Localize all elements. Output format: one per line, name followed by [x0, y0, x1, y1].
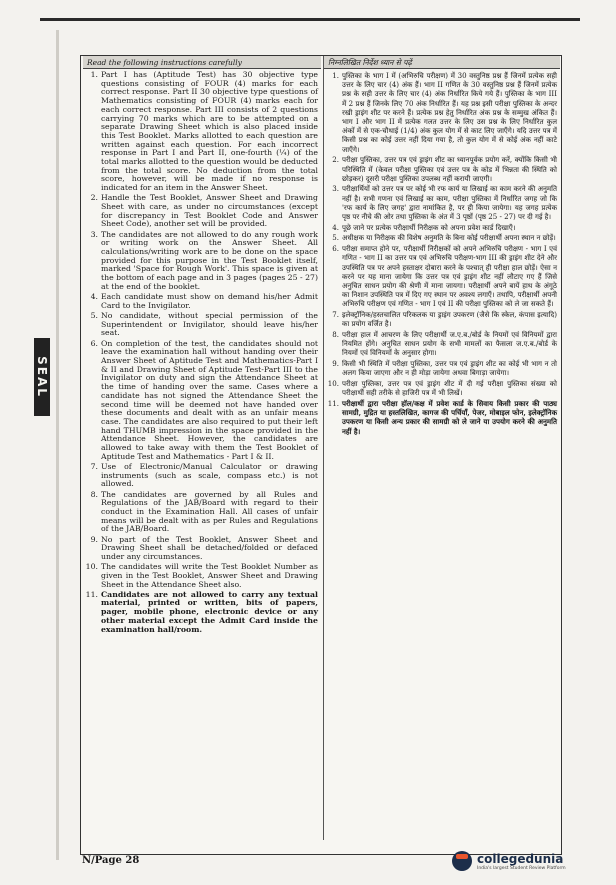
instruction-item — [326, 379, 557, 397]
instruction-item — [326, 244, 557, 308]
brand-name: collegedunia — [477, 851, 564, 866]
seal-label: SEAL — [35, 356, 49, 398]
item-number: 5. — [332, 233, 339, 243]
item-number: 2. — [332, 155, 339, 165]
item-text: परीक्षा समाप्त होने पर, परीक्षार्थी निरीक्षकों को अपने अभिरुचि परीक्षण - भाग I एवं गणित - भाग II का उत्तर पत्र एवं अभिरुचि परीक्षण-भाग III की ड्राइंग शीट देने और उपस्थिति पत्र पर अपने हस्ताक्षर दोबारा करने के पश्चात् ही परीक्षा हाल छोड़ें। ऐसा न करने पर यह माना जायेगा कि उत्तर पत्र एवं ड्राइंग शीट नहीं लौटाए गए हैं जिसे अनुचित साधन प्रयोग की श्रेणी में माना जायगा। परीक्षार्थी अपने बायें हाथ के अंगूठे का निशान उपस्थिति पत्र में दिए गए स्थान पर अवश्य लगाएँ। तथापि, परीक्षार्थी अपनी अभिरुचि परीक्षण एवं गणित - भाग I एवं II की परीक्षा पुस्तिका को ले जा सकते हैं। — [342, 244, 557, 309]
item-text: Part I has (Aptitude Test) has 30 objective type questions consisting of FOUR (4) marks for each correct response. Part II 30 objective type questions of Mathematics consisting of FOUR (4) marks each for each correct response. Part III consists of 2 questions carrying 70 marks which are to be attempted on a separate Drawing Sheet which is also placed inside this Test Booklet. Marks allotted to each question are written against each question. For each incorrect response in Part I and Part II, one-fourth (¼) of the total marks allotted to the question would be deducted from the total score. No deduction from the total score, however, will be made if no response is indicated for an item in the Answer Sheet. — [101, 70, 318, 193]
instructions-frame — [80, 55, 562, 855]
instruction-item — [85, 563, 318, 589]
item-text: परीक्षार्थी द्वारा परीक्षा हॉल/कक्ष में प्रवेश कार्ड के सिवाय किसी प्रकार की पाठ्य सामग्री, मुद्रित या हस्तलिखित, कागज की पर्चियाँ, पेजर, मोबाइल फोन, इलेक्ट्रॉनिक उपकरण या किसी अन्य प्रकार की सामग्री को ले जाने या उपयोग करने की अनुमति नहीं है। — [342, 398, 557, 436]
instruction-item — [326, 71, 557, 154]
item-text: On completion of the test, the candidates should not leave the examination hall without handing over their Answer Sheet of Aptitude Test and Mathematics-Part I & II and Drawing Sheet of Aptitude Test-Part III to the Invigilator on duty and sign the Attendance Sheet at the time of handing over the same. Cases where a candidate has not signed the Attendance Sheet the second time will be deemed not have handed over these documents and dealt with as an unfair means case. The candidates are also required to put their left hand THUMB impression in the space provided in the Attendance Sheet. However, the candidates are allowed to take away with them the Test Booklet of Aptitude Test and Mathematics - Part I & II. — [101, 338, 318, 461]
item-number: 8. — [332, 329, 339, 339]
item-text: अधीक्षक या निरीक्षक की विशेष अनुमति के बिना कोई परीक्षार्थी अपना स्थान न छोड़ें। — [342, 233, 556, 243]
item-text: Candidates are not allowed to carry any textual material, printed or written, bits of papers, pager, mobile phone, electronic device or any other material except the Admit Card inside the examination hall/room. — [101, 589, 318, 634]
instruction-item — [85, 293, 318, 310]
item-text: The candidates are not allowed to do any rough work or writing work on the Answer Sheet. All calculations/writing work are to be done on the space provided for this purpose in the Test Booklet itself, marked 'Space for Rough Work'. This space is given at the bottom of each page and in 3 pages (pages 25 - 27) at the end of the booklet. — [101, 229, 318, 291]
item-number: 2. — [90, 193, 98, 203]
brand-text — [477, 852, 566, 871]
english-instruction-list — [83, 69, 321, 634]
item-number: 3. — [90, 229, 98, 239]
instruction-item — [326, 155, 557, 183]
item-number: 6. — [90, 338, 98, 348]
hindi-heading: निम्नलिखित निर्देश ध्यान से पढ़ें — [324, 56, 560, 69]
item-number: 10. — [85, 562, 98, 572]
page-number: N/Page 28 — [82, 855, 140, 866]
instruction-item — [326, 184, 557, 221]
item-text: No candidate, without special permission of the Superintendent or Invigilator, should leave his/her seat. — [101, 310, 318, 338]
item-number: 11. — [327, 398, 339, 408]
item-number: 9. — [90, 534, 98, 544]
instruction-item — [326, 223, 557, 232]
item-text: The candidates will write the Test Booklet Number as given in the Test Booklet, Answer Sheet and Drawing Sheet in the Attendance Sheet also. — [101, 562, 318, 589]
english-heading: Read the following instructions carefully — [83, 56, 321, 69]
instruction-item — [85, 491, 318, 535]
item-number: 10. — [327, 379, 339, 388]
binding-margin — [56, 30, 59, 860]
instruction-item — [85, 591, 318, 635]
item-text: पुस्तिका के भाग I में (अभिरुचि परीक्षण) में 30 वस्तुनिष्ठ प्रश्न हैं जिनमें प्रत्येक सही उत्तर के लिए चार (4) अंक हैं। भाग II गणित के 30 वस्तुनिष्ठ प्रश्न हैं जिनमें प्रत्येक प्रश्न के सही उत्तर के लिए चार (4) अंक निर्धारित किये गये हैं। पुस्तिका के भाग III में 2 प्रश्न हैं जिनके लिए 70 अंक निर्धारित हैं। यह प्रश्न इसी परीक्षा पुस्तिका के अन्दर रखी ड्राइंग शीट पर करने हैं। प्रत्येक प्रश्न हेतु निर्धारित अंक प्रश्न के सम्मुख अंकित हैं। भाग I और भाग II में प्रत्येक गलत उत्तर के लिए उस प्रश्न के लिए निर्धारित कुल अंकों में से एक-चौथाई (1/4) अंक कुल योग में से काट लिए जाएँगे। यदि उत्तर पत्र में किसी प्रश्न का कोई उत्तर नहीं दिया गया है, तो कुल योग में से कोई अंक नहीं काटे जाएँगे। — [342, 71, 557, 154]
item-text: परीक्षार्थियों को उत्तर पत्र पर कोई भी रफ कार्य या लिखाई का काम करने की अनुमति नहीं है। सभी गणना एवं लिखाई का काम, परीक्षा पुस्तिका में निर्धारित जगह जो कि 'रफ कार्य के लिए जगह' द्वारा नामांकित है, पर ही किया जायेगा। यह जगह प्रत्येक पृष्ठ पर नीचे की ओर तथा पुस्तिका के अंत में 3 पृष्ठों (पृष्ठ 25 - 27) पर दी गई है। — [342, 184, 557, 222]
brand-tagline: India's largest Student Review Platform — [477, 865, 566, 871]
instruction-item — [85, 536, 318, 562]
item-text: परीक्षा पुस्तिका, उत्तर पत्र एवं ड्राइंग शीट में दी गई परीक्षा पुस्तिका संख्या को परीक्षार्थी सही तरीके से हाजिरी पत्र में भी लिखें। — [342, 379, 557, 398]
instruction-item — [85, 463, 318, 489]
item-text: पूछे जाने पर प्रत्येक परीक्षार्थी निरीक्षक को अपना प्रवेश कार्ड दिखाएँ। — [342, 222, 516, 232]
instruction-item — [326, 399, 557, 436]
item-number: 7. — [332, 310, 339, 320]
item-text: Handle the Test Booklet, Answer Sheet and Drawing Sheet with care, as under no circumstances (except for discrepancy in Test Booklet Code and Answer Sheet Code), another set will be provided. — [101, 193, 318, 229]
english-instructions-column — [83, 56, 321, 840]
item-number: 1. — [332, 71, 339, 80]
item-text: परीक्षा पुस्तिका, उत्तर पत्र एवं ड्राइंग शीट का ध्यानपूर्वक प्रयोग करें, क्योंकि किसी भी परिस्थिति में (केवल परीक्षा पुस्तिका एवं उत्तर पत्र के कोड में भिन्नता की स्थिति को छोड़कर) दूसरी परीक्षा पुस्तिका उपलब्ध नहीं करायी जाएगी। — [342, 155, 557, 183]
item-text: Each candidate must show on demand his/her Admit Card to the Invigilator. — [101, 292, 318, 310]
item-text: परीक्षा हाल में आचरण के लिए परीक्षार्थी ज.ए.ब./बोर्ड के नियमों एवं विनियमों द्वारा नियमित होंगे। अनुचित साधन प्रयोग के सभी मामलों का फैसला ज.ए.ब./बोर्ड के नियमों एवं विनियमों के अनुसार होगा। — [342, 329, 557, 358]
item-number: 4. — [90, 292, 98, 302]
item-text: The candidates are governed by all Rules and Regulations of the JAB/Board with regard to their conduct in the Examination Hall. All cases of unfair means will be dealt with as per Rules and Regulations of the JAB/Board. — [101, 489, 318, 534]
item-number: 7. — [90, 461, 98, 471]
item-text: Use of Electronic/Manual Calculator or drawing instruments (such as scale, compass etc.) is not allowed. — [101, 461, 318, 489]
top-edge-line — [40, 18, 580, 21]
instruction-item — [85, 231, 318, 292]
instruction-item — [326, 359, 557, 377]
instruction-item — [326, 330, 557, 358]
item-number: 8. — [90, 489, 98, 499]
instruction-item — [326, 233, 557, 242]
item-number: 6. — [332, 244, 339, 254]
instruction-item — [85, 194, 318, 229]
item-number: 1. — [90, 70, 98, 79]
graduate-cap-logo-icon — [452, 851, 472, 871]
hindi-instructions-column — [323, 56, 560, 840]
item-text: No part of the Test Booklet, Answer Sheet and Drawing Sheet shall be detached/folded or defaced under any circumstances. — [101, 534, 318, 561]
seal-tab — [34, 338, 50, 416]
item-number: 5. — [90, 310, 98, 320]
instruction-item — [326, 310, 557, 328]
item-number: 11. — [85, 589, 98, 599]
brand-watermark — [452, 851, 566, 871]
instruction-item — [85, 312, 318, 338]
item-number: 9. — [332, 359, 339, 369]
item-number: 4. — [332, 222, 339, 232]
item-text: इलेक्ट्रॉनिक/हस्तचालित परिकलक या ड्राइंग उपकरण (जैसे कि स्केल, कंपास इत्यादि) का प्रयोग वर्जित है। — [342, 310, 557, 329]
item-number: 3. — [332, 184, 339, 194]
instruction-item — [85, 71, 318, 193]
hindi-instruction-list — [324, 69, 560, 436]
instruction-item — [85, 340, 318, 462]
item-text: किसी भी स्थिति में परीक्षा पुस्तिका, उत्तर पत्र एवं ड्राइंग शीट का कोई भी भाग न तो अलग किया जाएगा और न ही मोड़ा जायेगा अथवा बिगाड़ा जायेगा। — [342, 359, 557, 378]
